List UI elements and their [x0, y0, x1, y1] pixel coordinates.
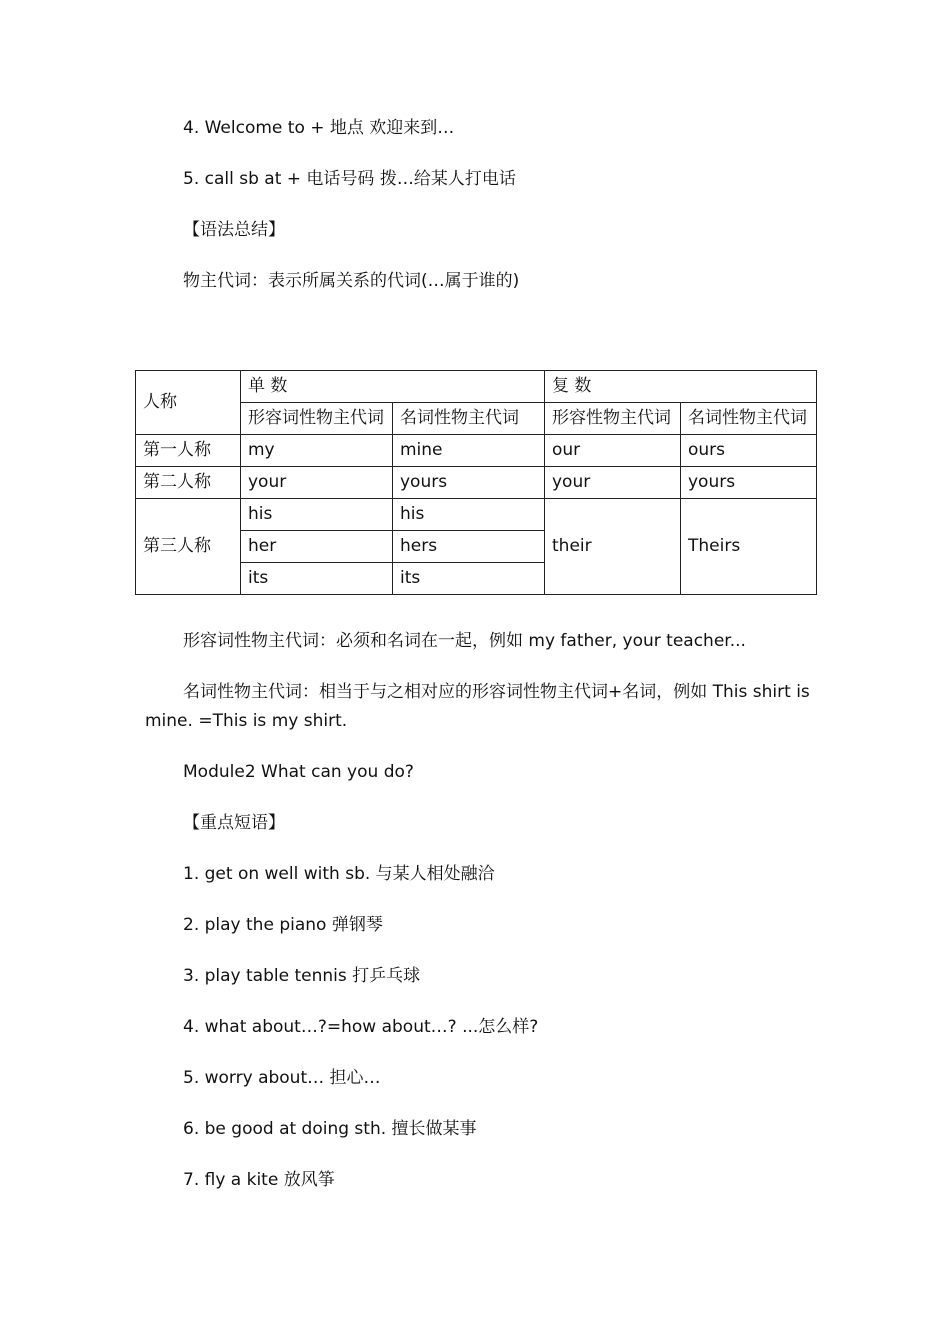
- second-person-label: 第二人称: [136, 467, 241, 499]
- list-item: 7. fly a kite 放风筝: [183, 1170, 335, 1190]
- plural-adjective-header: 形容性物主代词: [545, 403, 681, 435]
- phrase-welcome-to: 4. Welcome to + 地点 欢迎来到…: [183, 118, 455, 138]
- table-row: [136, 435, 817, 467]
- table-cell: their: [545, 499, 681, 595]
- list-item: 2. play the piano 弹钢琴: [183, 915, 383, 935]
- table-cell: its: [393, 563, 545, 595]
- table-cell: your: [545, 467, 681, 499]
- singular-adjective-header: 形容词性物主代词: [241, 403, 393, 435]
- table-cell: my: [241, 435, 393, 467]
- table-cell: our: [545, 435, 681, 467]
- third-person-label: 第三人称: [136, 499, 241, 595]
- list-item: 4. what about…?=how about…? ...怎么样?: [183, 1017, 539, 1037]
- list-item: 3. play table tennis 打乒乓球: [183, 966, 421, 986]
- table-cell: its: [241, 563, 393, 595]
- person-header: 人称: [136, 371, 241, 435]
- table-cell: Theirs: [681, 499, 817, 595]
- table-cell: hers: [393, 531, 545, 563]
- grammar-summary-heading: 【语法总结】: [183, 220, 285, 240]
- phrase-call-sb-at: 5. call sb at + 电话号码 拨…给某人打电话: [183, 169, 516, 189]
- table-cell: mine: [393, 435, 545, 467]
- plural-header: 复 数: [545, 371, 817, 403]
- table-cell: your: [241, 467, 393, 499]
- module-title: Module2 What can you do?: [183, 762, 414, 782]
- plural-noun-header: 名词性物主代词: [681, 403, 817, 435]
- singular-noun-header: 名词性物主代词: [393, 403, 545, 435]
- list-item: 1. get on well with sb. 与某人相处融洽: [183, 864, 495, 884]
- table-cell: her: [241, 531, 393, 563]
- table-row: [136, 499, 817, 531]
- table-cell: his: [393, 499, 545, 531]
- possessive-pronoun-definition: 物主代词：表示所属关系的代词(…属于谁的): [183, 271, 520, 291]
- table-cell: yours: [681, 467, 817, 499]
- list-item: 5. worry about… 担心…: [183, 1068, 381, 1088]
- table-cell: his: [241, 499, 393, 531]
- list-item: 6. be good at doing sth. 擅长做某事: [183, 1119, 477, 1139]
- singular-header: 单 数: [241, 371, 545, 403]
- adjective-pronoun-note: 形容词性物主代词：必须和名词在一起，例如 my father, your teacher...: [183, 631, 746, 651]
- first-person-label: 第一人称: [136, 435, 241, 467]
- possessive-pronoun-table: [135, 370, 817, 595]
- table-cell: yours: [393, 467, 545, 499]
- key-phrases-heading: 【重点短语】: [183, 813, 285, 833]
- noun-pronoun-note: 名词性物主代词：相当于与之相对应的形容词性物主代词+名词，例如 This shirt is mine. =This is my shirt.: [145, 682, 810, 731]
- table-row: [136, 467, 817, 499]
- table-cell: ours: [681, 435, 817, 467]
